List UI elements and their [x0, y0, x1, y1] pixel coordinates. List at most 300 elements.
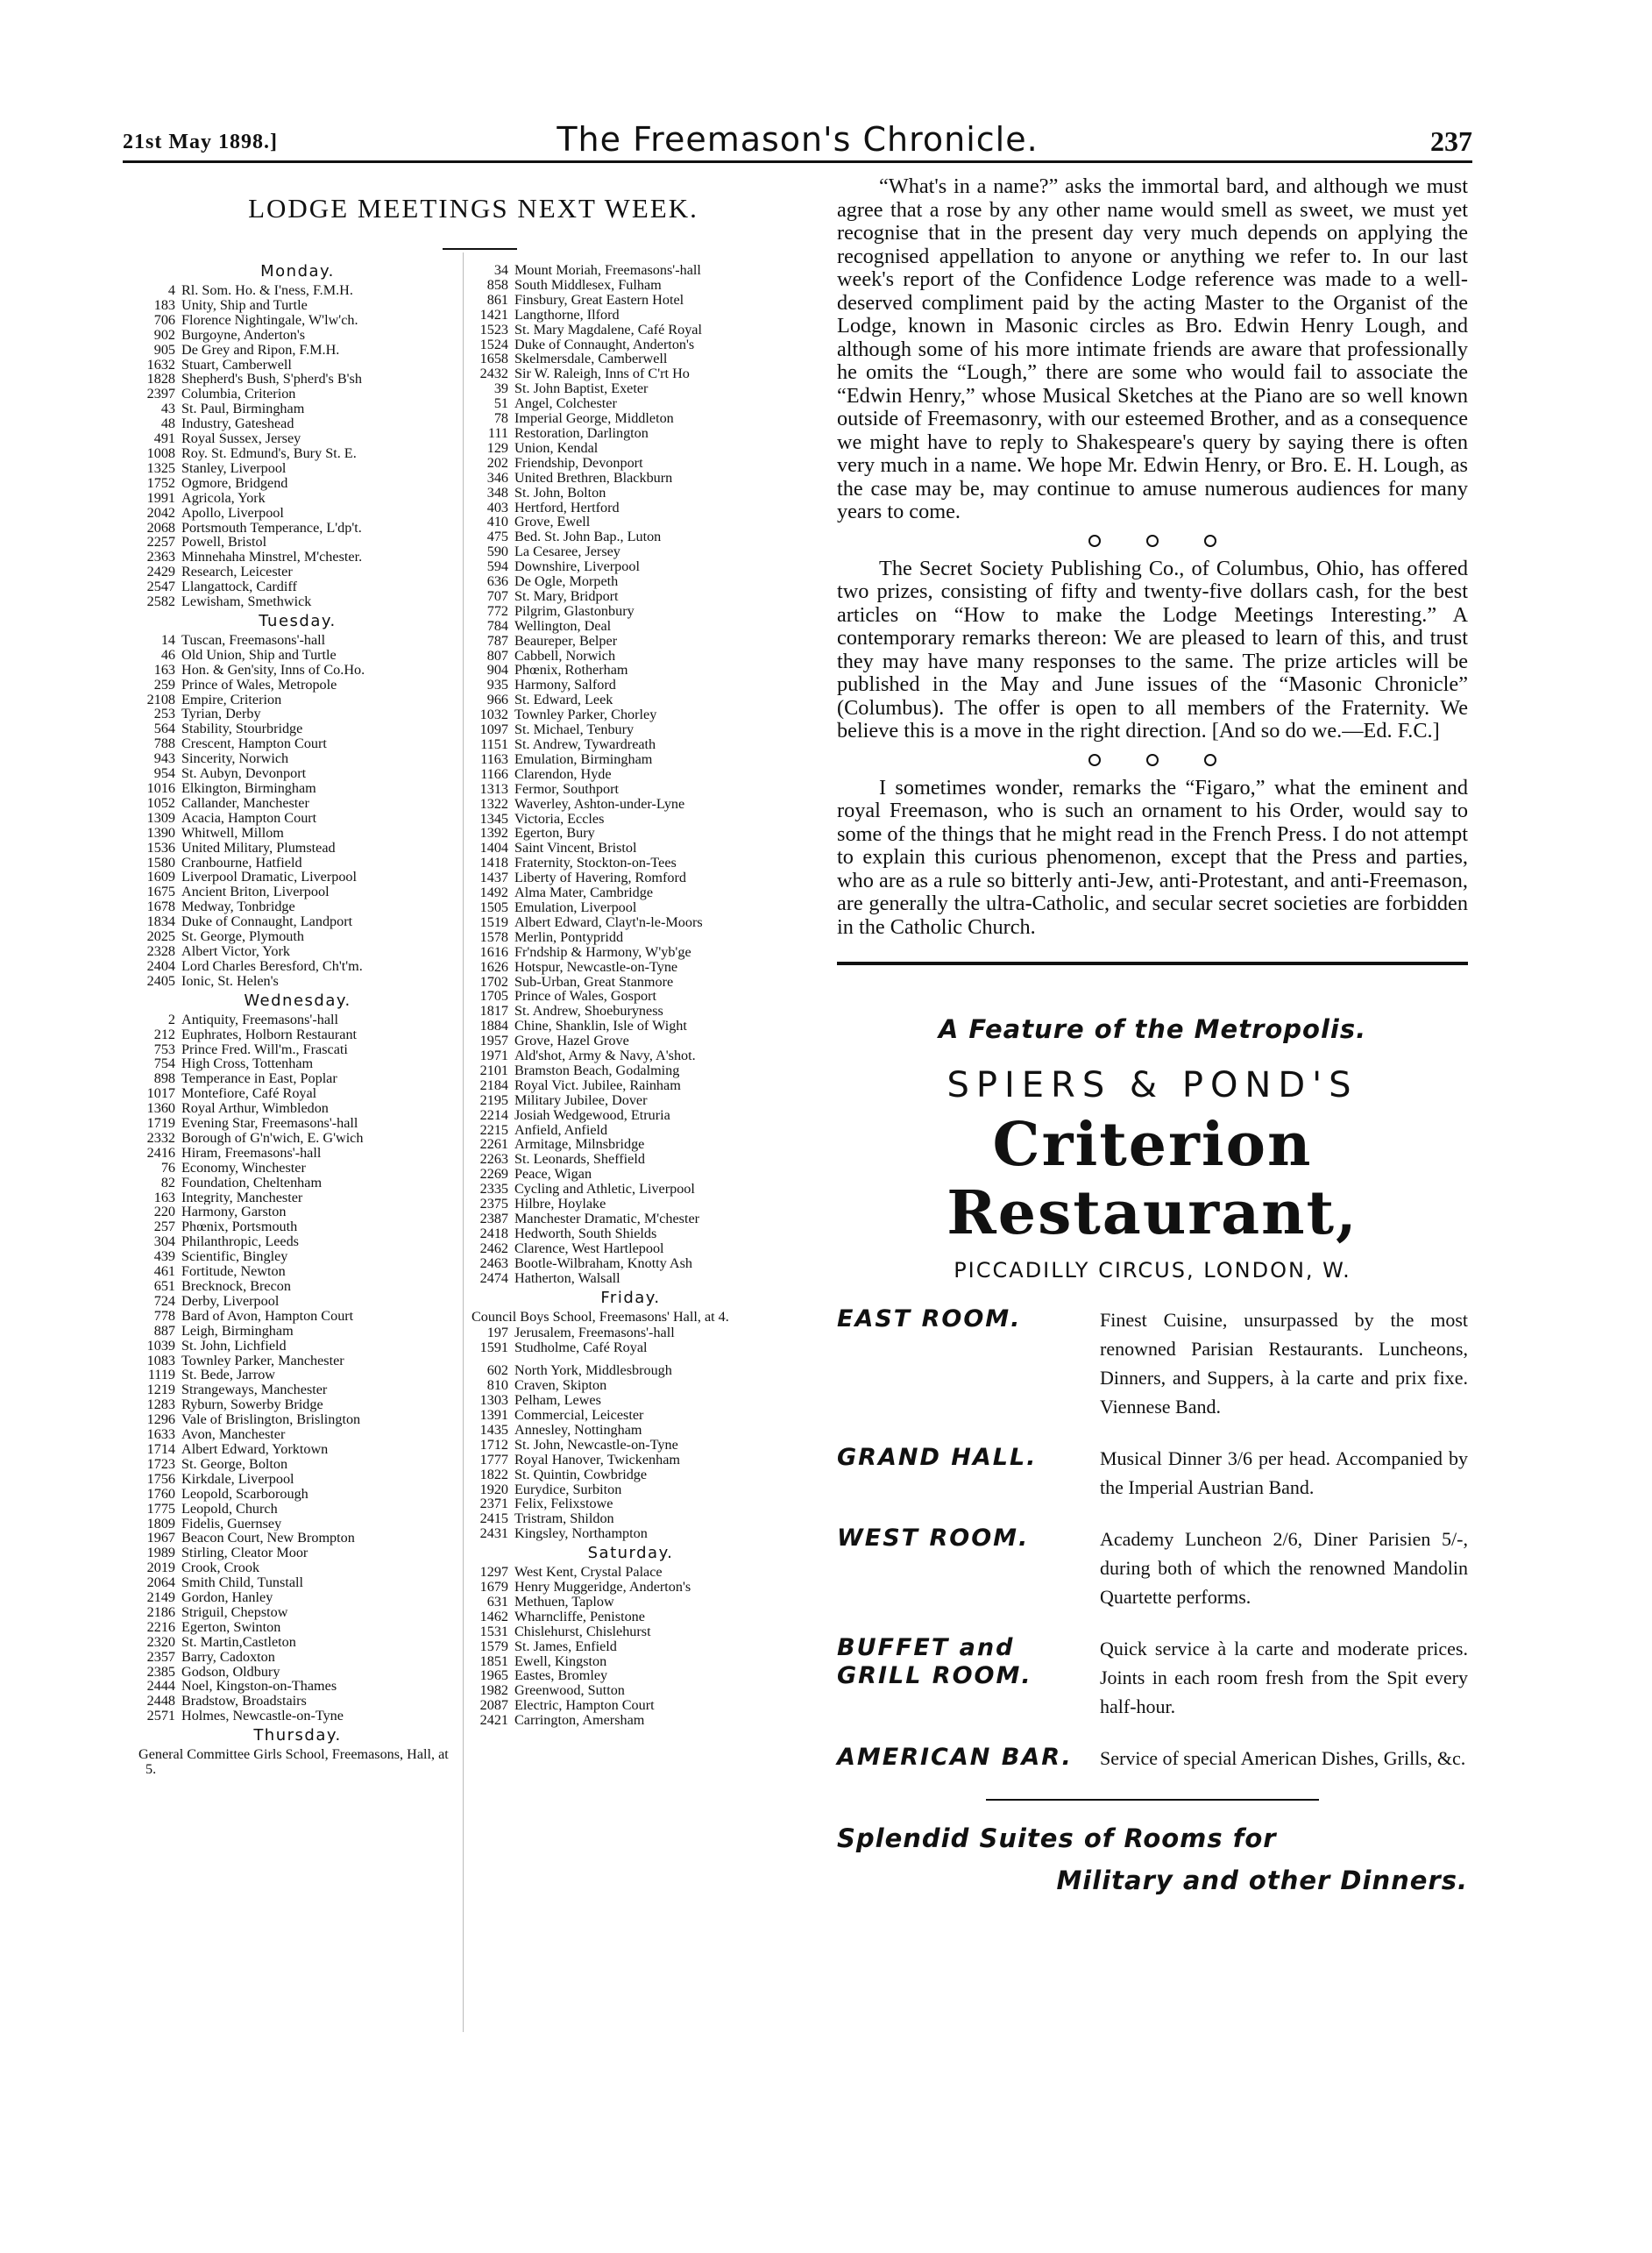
room-label: BUFFET and GRILL ROOM.: [837, 1634, 1032, 1689]
lodge-number: 1817: [479, 1003, 508, 1020]
lodge-name-place: Bootle-Wilbraham, Knotty Ash: [514, 1255, 693, 1271]
lodge-entry: [466, 1468, 795, 1482]
lodge-entry: [466, 381, 795, 396]
room-description: Musical Dinner 3/6 per head. Accompanied by the Imperial Austrian Band.: [1100, 1447, 1468, 1498]
lodge-number: 410: [486, 514, 508, 530]
lodge-name-place: Ionic, St. Helen's: [181, 973, 279, 989]
lodge-entry: [133, 1101, 462, 1116]
lodge-name-place: Fraternity, Stockton-on-Tees: [514, 856, 677, 871]
lodge-entry: [133, 1176, 462, 1190]
weekday-heading: Wednesday.: [244, 991, 351, 1010]
lodge-number: 1989: [146, 1545, 175, 1561]
lodge-entry: [466, 930, 795, 945]
lodge-number: 2025: [146, 928, 175, 945]
meeting-note: Council Boys School, Freemasons' Hall, at 4.: [471, 1308, 729, 1325]
lodge-number: 1777: [479, 1451, 508, 1468]
lodge-entry: [466, 604, 795, 619]
lodge-entry: [133, 283, 462, 298]
lodge-entry: [466, 1048, 795, 1063]
lodge-entry: [133, 1502, 462, 1517]
lodge-number: 651: [153, 1278, 175, 1294]
lodge-entry: [466, 515, 795, 529]
lodge-name-place: Leigh, Birmingham: [181, 1323, 294, 1339]
lodge-entry: [466, 871, 795, 885]
lodge-number: 1609: [146, 869, 175, 885]
lodge-number: 905: [153, 341, 175, 358]
lodge-entry: [466, 574, 795, 589]
lodge-entry: [466, 678, 795, 693]
criterion-advert: [837, 1014, 1468, 1895]
lodge-number: 461: [153, 1263, 175, 1280]
lodge-name-place: St. John, Lichfield: [181, 1338, 287, 1354]
lodge-number: 807: [486, 647, 508, 664]
advert-brand: SPIERS & POND'S: [947, 1065, 1358, 1105]
lodge-entry: [133, 402, 462, 416]
lodge-entry: [466, 1639, 795, 1654]
lodge-entry: [133, 1146, 462, 1161]
lodge-entry: [466, 1152, 795, 1167]
lodge-number: 594: [486, 558, 508, 575]
lodge-name-place: Callander, Manchester: [181, 795, 309, 811]
weekday-heading: Thursday.: [253, 1726, 342, 1745]
lodge-number: 2421: [479, 1712, 508, 1729]
lodge-number: 111: [487, 424, 508, 441]
lodge-name-place: Egerton, Bury: [514, 826, 595, 842]
lodge-number: 76: [160, 1159, 175, 1176]
lodge-entry: [466, 501, 795, 515]
lodge-name-place: United Brethren, Blackburn: [514, 470, 673, 486]
lodge-entry: [466, 486, 795, 501]
lodge-number: 1519: [479, 913, 508, 930]
lodge-entry: [466, 782, 795, 797]
lodge-entry: [133, 781, 462, 796]
lodge-entry: [466, 1423, 795, 1438]
lodge-name-place: Craven, Skipton: [514, 1378, 607, 1394]
room-entry: [837, 1444, 1468, 1502]
lodge-name-place: Euphrates, Holborn Restaurant: [181, 1027, 358, 1042]
lodge-name-place: Military Jubilee, Dover: [514, 1092, 648, 1108]
lodge-entry: [466, 634, 795, 649]
lodge-entry: [466, 960, 795, 975]
lodge-name-place: Chislehurst, Chislehurst: [514, 1624, 651, 1639]
lodge-number: 602: [486, 1362, 508, 1379]
lodge-number: 1991: [146, 489, 175, 506]
lodge-name-place: United Military, Plumstead: [181, 840, 336, 856]
lodge-number: 1325: [146, 459, 175, 476]
article-name-paragraph: “What's in a name?” asks the immortal bard, and although we must agree that a rose by any other name would smell as sweet, we must yet recognise that in the present day very much depends on applying the recognised appellation to anyone or anything we refer to. In our last week's report of the Confidence Lodge reference was made to a well-deserved compliment paid by the acting Master to the Organist of the Lodge, known in Masonic circles as Bro. Edwin Henry Lough, and although some of his more intimate friends are aware that professionally he omits the “Lough,” there are some who would fail to associate the “Edwin Henry,” whose Musical Sketches at the Piano are so well known outside of Freemasonry, with our esteemed Brother, and as a consequence we might have to reply to Shakespeare's query by saying there is often very much in a name. We hope Mr. Edwin Henry, or Bro. E. H. Lough, as the case may be, may continue to amuse numerous audiences for many years to come.: [837, 174, 1468, 523]
lodge-name-place: Egerton, Swinton: [181, 1619, 281, 1635]
lodge-entry: [466, 1034, 795, 1048]
room-label: EAST ROOM.: [837, 1305, 1022, 1333]
lodge-entry: [466, 396, 795, 411]
lodge-name-place: Victoria, Eccles: [514, 811, 605, 827]
lodge-name-place: Waverley, Ashton-under-Lyne: [514, 796, 685, 812]
lodge-number: 564: [153, 721, 175, 737]
lodge-name-place: Downshire, Liverpool: [514, 559, 640, 575]
lodge-name-place: South Middlesex, Fulham: [514, 277, 662, 293]
lodge-number: 1632: [146, 356, 175, 373]
lodge-entry: [466, 323, 795, 338]
lodge-number: 1008: [146, 444, 175, 461]
lodge-number: 1296: [146, 1411, 175, 1428]
lodge-name-place: Eastes, Bromley: [514, 1668, 608, 1684]
lodge-entry: [466, 1004, 795, 1019]
lodge-name-place: Sub-Urban, Great Stanmore: [514, 974, 674, 990]
lodge-entry: [466, 1595, 795, 1610]
lodge-name-place: Stirling, Cleator Moor: [181, 1546, 308, 1561]
lodge-number: 2571: [146, 1708, 175, 1724]
lodge-number: 1580: [146, 854, 175, 871]
lodge-entry: [133, 1650, 462, 1665]
lodge-number: 212: [153, 1026, 175, 1042]
lodge-entry: [466, 885, 795, 900]
lodge-name-place: Lord Charles Beresford, Ch't'm.: [181, 958, 363, 974]
advert-feature-line: A Feature of the Metropolis.: [938, 1014, 1367, 1044]
lodge-number: 1017: [146, 1085, 175, 1102]
lodge-entry: [133, 633, 462, 648]
lodge-entry: [133, 372, 462, 387]
lodge-number: 2064: [146, 1574, 175, 1591]
lodge-entry: [466, 1078, 795, 1093]
lodge-number: 43: [160, 401, 175, 417]
lodge-number: 1719: [146, 1115, 175, 1132]
lodge-name-place: Peace, Wigan: [514, 1167, 592, 1183]
lodge-number: 2547: [146, 579, 175, 595]
lodge-number: 1957: [479, 1033, 508, 1049]
lodge-number: 2462: [479, 1240, 508, 1256]
lodge-entry: [466, 411, 795, 426]
lodge-number: 304: [153, 1233, 175, 1250]
lodge-number: 346: [486, 469, 508, 486]
lodge-name-place: Bard of Avon, Hampton Court: [181, 1308, 354, 1324]
column-divider: [463, 252, 464, 2032]
lodge-number: 887: [153, 1322, 175, 1339]
lodge-entry: [466, 945, 795, 960]
lodge-name-place: Grove, Ewell: [514, 515, 591, 530]
lodge-number: 1971: [479, 1048, 508, 1064]
lodge-name-place: Sir W. Raleigh, Inns of C'rt Ho: [514, 366, 690, 382]
lodge-name-place: Economy, Winchester: [181, 1160, 306, 1176]
lodge-number: 1032: [479, 707, 508, 723]
lodge-name-place: Fermor, Southport: [514, 781, 619, 797]
lodge-number: 1309: [146, 809, 175, 826]
lodge-entry: [466, 1683, 795, 1698]
lodge-number: 1297: [479, 1564, 508, 1581]
lodge-number: 78: [493, 410, 508, 427]
lodge-entry: [133, 1546, 462, 1560]
lodge-name-place: Chine, Shanklin, Isle of Wight: [514, 1019, 687, 1034]
lodge-entry: [133, 959, 462, 974]
lodge-number: 220: [153, 1204, 175, 1220]
lodge-number: 257: [153, 1219, 175, 1235]
lodge-number: 778: [153, 1307, 175, 1324]
lodge-name-place: Avon, Manchester: [181, 1427, 286, 1442]
lodge-number: 2149: [146, 1589, 175, 1606]
lodge-entry: [466, 1108, 795, 1123]
lodge-name-place: St. Leonards, Sheffield: [514, 1152, 645, 1168]
lodge-name-place: Florence Nightingale, W'lw'ch.: [181, 312, 358, 328]
lodge-entry: [133, 1457, 462, 1472]
lodge-name-place: Alma Mater, Cambridge: [514, 885, 654, 900]
lodge-name-place: Jerusalem, Freemasons'-hall: [514, 1326, 675, 1341]
lodge-entry: [133, 1279, 462, 1294]
lodge-number: 14: [160, 631, 175, 648]
lodge-number: 1404: [479, 840, 508, 856]
meeting-note: General Committee Girls School, Freemasons, Hall, at 5.: [138, 1746, 449, 1778]
issue-date: 21st May 1898.]: [123, 131, 278, 153]
lodge-name-place: La Cesaree, Jersey: [514, 544, 620, 560]
lodge-entry: [466, 1212, 795, 1226]
lodge-number: 1965: [479, 1667, 508, 1684]
lodge-entry: [466, 663, 795, 678]
lodge-entry: [466, 900, 795, 915]
lodge-entry: [133, 1013, 462, 1027]
lodge-number: 706: [153, 311, 175, 328]
lodge-entry: [133, 766, 462, 781]
lodge-name-place: St. Michael, Tenbury: [514, 722, 635, 737]
room-label: WEST ROOM.: [837, 1525, 1030, 1552]
lodge-name-place: Bed. St. John Bap., Luton: [514, 529, 662, 545]
lodge-name-place: Llangattock, Cardiff: [181, 579, 297, 595]
lodge-number: 902: [153, 326, 175, 343]
weekday-heading: Saturday.: [587, 1544, 674, 1563]
lodge-name-place: Cranbourne, Hatfield: [181, 855, 302, 871]
lodge-entry: [133, 1042, 462, 1057]
lodge-number: 2405: [146, 972, 175, 989]
lodge-name-place: Integrity, Manchester: [181, 1190, 303, 1205]
lodge-number: 1884: [479, 1018, 508, 1034]
advert-address: PICCADILLY CIRCUS, LONDON, W.: [954, 1258, 1351, 1283]
lodge-entry: [133, 1339, 462, 1354]
room-description: Academy Luncheon 2/6, Diner Parisien 5/-, during both of which the renowned Mandolin Quartette performs.: [1100, 1528, 1468, 1608]
lodge-name-place: Greenwood, Sutton: [514, 1683, 625, 1699]
lodge-name-place: Ancient Briton, Liverpool: [181, 885, 330, 900]
lodge-entry: [133, 1086, 462, 1101]
lodge-number: 1809: [146, 1515, 175, 1532]
lodge-entry: [133, 663, 462, 678]
lodge-entry: [133, 841, 462, 856]
lodge-number: 129: [486, 439, 508, 456]
lodge-name-place: High Cross, Tottenham: [181, 1056, 314, 1072]
lodge-number: 2101: [479, 1062, 508, 1078]
lodge-number: 753: [153, 1041, 175, 1057]
lodge-name-place: Anfield, Anfield: [514, 1122, 608, 1138]
lodge-name-place: Kirkdale, Liverpool: [181, 1471, 294, 1487]
lodge-entry: [466, 1226, 795, 1241]
lodge-entry: [133, 1709, 462, 1724]
lodge-entry: [466, 1241, 795, 1256]
lodge-entry: [466, 352, 795, 366]
lodge-name-place: Columbia, Criterion: [181, 387, 296, 402]
lodge-name-place: Barry, Cadoxton: [181, 1649, 275, 1665]
lodge-entry: [466, 1197, 795, 1212]
advert-restaurant-name: Criterion Restaurant,: [947, 1110, 1358, 1248]
lodge-name-place: De Ogle, Morpeth: [514, 574, 619, 589]
lodge-entry: [133, 1205, 462, 1219]
lodge-entry: [133, 899, 462, 914]
lodge-entry: [466, 619, 795, 634]
lodge-number: 1626: [479, 958, 508, 975]
lodge-entry: [133, 1354, 462, 1368]
lodge-entry: [133, 751, 462, 766]
lodge-name-place: Smith Child, Tunstall: [181, 1575, 303, 1591]
lodge-number: 2186: [146, 1603, 175, 1620]
lodge-entry: [133, 1116, 462, 1131]
lodge-number: 2042: [146, 504, 175, 521]
right-column: [837, 175, 1468, 1895]
lodge-name-place: St. John Baptist, Exeter: [514, 381, 649, 397]
lodge-name-place: Annesley, Nottingham: [514, 1422, 642, 1438]
page-number: 237: [1430, 125, 1472, 157]
lodge-number: 2263: [479, 1151, 508, 1168]
lodge-name-place: St. Edward, Leek: [514, 693, 613, 708]
lodge-number: 954: [153, 765, 175, 782]
lodge-name-place: St. Martin,Castleton: [181, 1634, 296, 1650]
lodge-entry: [133, 594, 462, 609]
lodge-entry: [133, 1027, 462, 1042]
lodge-name-place: Hertford, Hertford: [514, 500, 620, 515]
lodge-entry: [466, 1698, 795, 1713]
lodge-entry: [466, 426, 795, 441]
lodge-entry: [133, 870, 462, 885]
lodge-entry: [133, 358, 462, 373]
publication-title: The Freemason's Chronicle.: [557, 120, 1039, 159]
lodge-name-place: Ogmore, Bridgend: [181, 475, 288, 491]
lodge-entry: [466, 752, 795, 767]
lodge-number: 772: [486, 602, 508, 619]
room-entry: [837, 1525, 1468, 1611]
lodge-name-place: Imperial George, Middleton: [514, 411, 674, 426]
room-description: Quick service à la carte and moderate prices. Joints in each room fresh from the Spit every half-hour.: [1100, 1638, 1468, 1717]
lodge-name-place: Stanley, Liverpool: [181, 460, 287, 476]
lodge-number: 2397: [146, 386, 175, 402]
lodge-number: 2415: [479, 1510, 508, 1527]
lodge-number: 34: [493, 262, 508, 278]
lodge-number: 943: [153, 750, 175, 767]
advert-footer-rule: [986, 1799, 1319, 1801]
lodge-name-place: St. James, Enfield: [514, 1638, 617, 1654]
heading-rule: [443, 248, 517, 250]
lodge-number: 2416: [146, 1144, 175, 1161]
lodge-number: 1679: [479, 1579, 508, 1596]
lodge-entry: [133, 1368, 462, 1382]
lodge-entry: [133, 1442, 462, 1457]
lodge-number: 1418: [479, 855, 508, 871]
lodge-name-place: St. Quintin, Cowbridge: [514, 1467, 648, 1482]
lodge-name-place: Fortitude, Newton: [181, 1264, 286, 1279]
lodge-number: 788: [153, 736, 175, 752]
lodge-name-place: Duke of Connaught, Landport: [181, 914, 353, 930]
lodge-name-place: Temperance in East, Poplar: [181, 1071, 337, 1087]
lodge-number: 1705: [479, 988, 508, 1005]
lodge-number: 2019: [146, 1560, 175, 1576]
lodge-name-place: Hotspur, Newcastle-on-Tyne: [514, 959, 678, 975]
lodge-number: 1579: [479, 1638, 508, 1654]
lodge-entry: [133, 506, 462, 521]
lodge-number: 1828: [146, 371, 175, 387]
lodge-name-place: Philanthropic, Leeds: [181, 1234, 299, 1250]
lodge-name-place: Skelmersdale, Camberwell: [514, 352, 668, 367]
lodge-entry: [133, 929, 462, 944]
lodge-entry: [133, 1249, 462, 1264]
lodge-name-place: Fidelis, Guernsey: [181, 1516, 282, 1532]
lodge-number: 1702: [479, 973, 508, 990]
lodge-entry: [133, 707, 462, 721]
lodge-entry: [133, 313, 462, 328]
lodge-number: 1322: [479, 795, 508, 812]
lodge-number: 2363: [146, 549, 175, 565]
lodge-name-place: Shepherd's Bush, S'pherd's B'sh: [181, 372, 362, 387]
lodge-name-place: Tuscan, Freemasons'-hall: [181, 632, 326, 648]
lodge-name-place: Ewell, Kingston: [514, 1653, 607, 1669]
lodge-name-place: St. Mary Magdalene, Café Royal: [514, 322, 702, 338]
lodge-number: 2357: [146, 1648, 175, 1665]
lodge-name-place: Hilbre, Hoylake: [514, 1197, 606, 1212]
lodge-entry: [466, 767, 795, 782]
lodge-number: 2375: [479, 1196, 508, 1212]
lodge-entry: [466, 1378, 795, 1393]
lodge-entry: [133, 1264, 462, 1279]
lodge-entry: [133, 1575, 462, 1590]
lodge-number: 2: [167, 1011, 175, 1027]
lodge-number: 2463: [479, 1254, 508, 1271]
lodge-name-place: Acacia, Hampton Court: [181, 810, 317, 826]
lodge-name-place: Hiram, Freemasons'-hall: [181, 1145, 322, 1161]
lodge-number: 1392: [479, 825, 508, 842]
lodge-name-place: Bramston Beach, Godalming: [514, 1063, 680, 1078]
section-separator: [837, 754, 1468, 770]
lodge-entry: [466, 812, 795, 827]
lodge-entry: [466, 915, 795, 930]
lodge-number: 1982: [479, 1682, 508, 1699]
lodge-name-place: Prince of Wales, Metropole: [181, 677, 337, 693]
lodge-number: 197: [486, 1325, 508, 1341]
lodge-name-place: Emulation, Birmingham: [514, 751, 653, 767]
lodge-entry: [466, 1340, 795, 1355]
lodge-name-place: St. John, Newcastle-on-Tyne: [514, 1437, 678, 1453]
lodge-entry: [133, 736, 462, 751]
lodge-entry: [133, 1679, 462, 1694]
lodge-entry: [133, 1161, 462, 1176]
lodge-entry: [466, 797, 795, 812]
lodge-number: 82: [160, 1174, 175, 1190]
lodge-number: 1920: [479, 1481, 508, 1497]
lodge-name-place: Royal Hanover, Twickenham: [514, 1452, 680, 1468]
lodge-name-place: St. Paul, Birmingham: [181, 402, 305, 417]
lodge-name-place: Josiah Wedgewood, Etruria: [514, 1107, 670, 1123]
weekday-heading: Monday.: [260, 262, 335, 281]
lodge-name-place: Apollo, Liverpool: [181, 505, 284, 521]
lodge-number: 1166: [480, 765, 508, 782]
lodge-entry: [133, 1590, 462, 1605]
lodge-number: 1967: [146, 1530, 175, 1546]
lodge-number: 475: [486, 529, 508, 545]
lodge-name-place: Hedworth, South Shields: [514, 1226, 657, 1241]
lodge-name-place: Liverpool Dramatic, Liverpool: [181, 870, 358, 885]
lodge-number: 348: [486, 484, 508, 501]
lodge-number: 1283: [146, 1397, 175, 1413]
lodge-number: 1345: [479, 810, 508, 827]
lodge-number: 2216: [146, 1618, 175, 1635]
lodge-entry: [133, 678, 462, 693]
lodge-number: 754: [153, 1055, 175, 1072]
lodge-entry: [466, 989, 795, 1004]
lodge-name-place: Elkington, Birmingham: [181, 781, 316, 796]
lodge-entry: [466, 263, 795, 278]
lodge-number: 439: [153, 1248, 175, 1265]
lodge-name-place: Whitwell, Millom: [181, 825, 284, 841]
lodge-list-column-1: [133, 259, 462, 1779]
